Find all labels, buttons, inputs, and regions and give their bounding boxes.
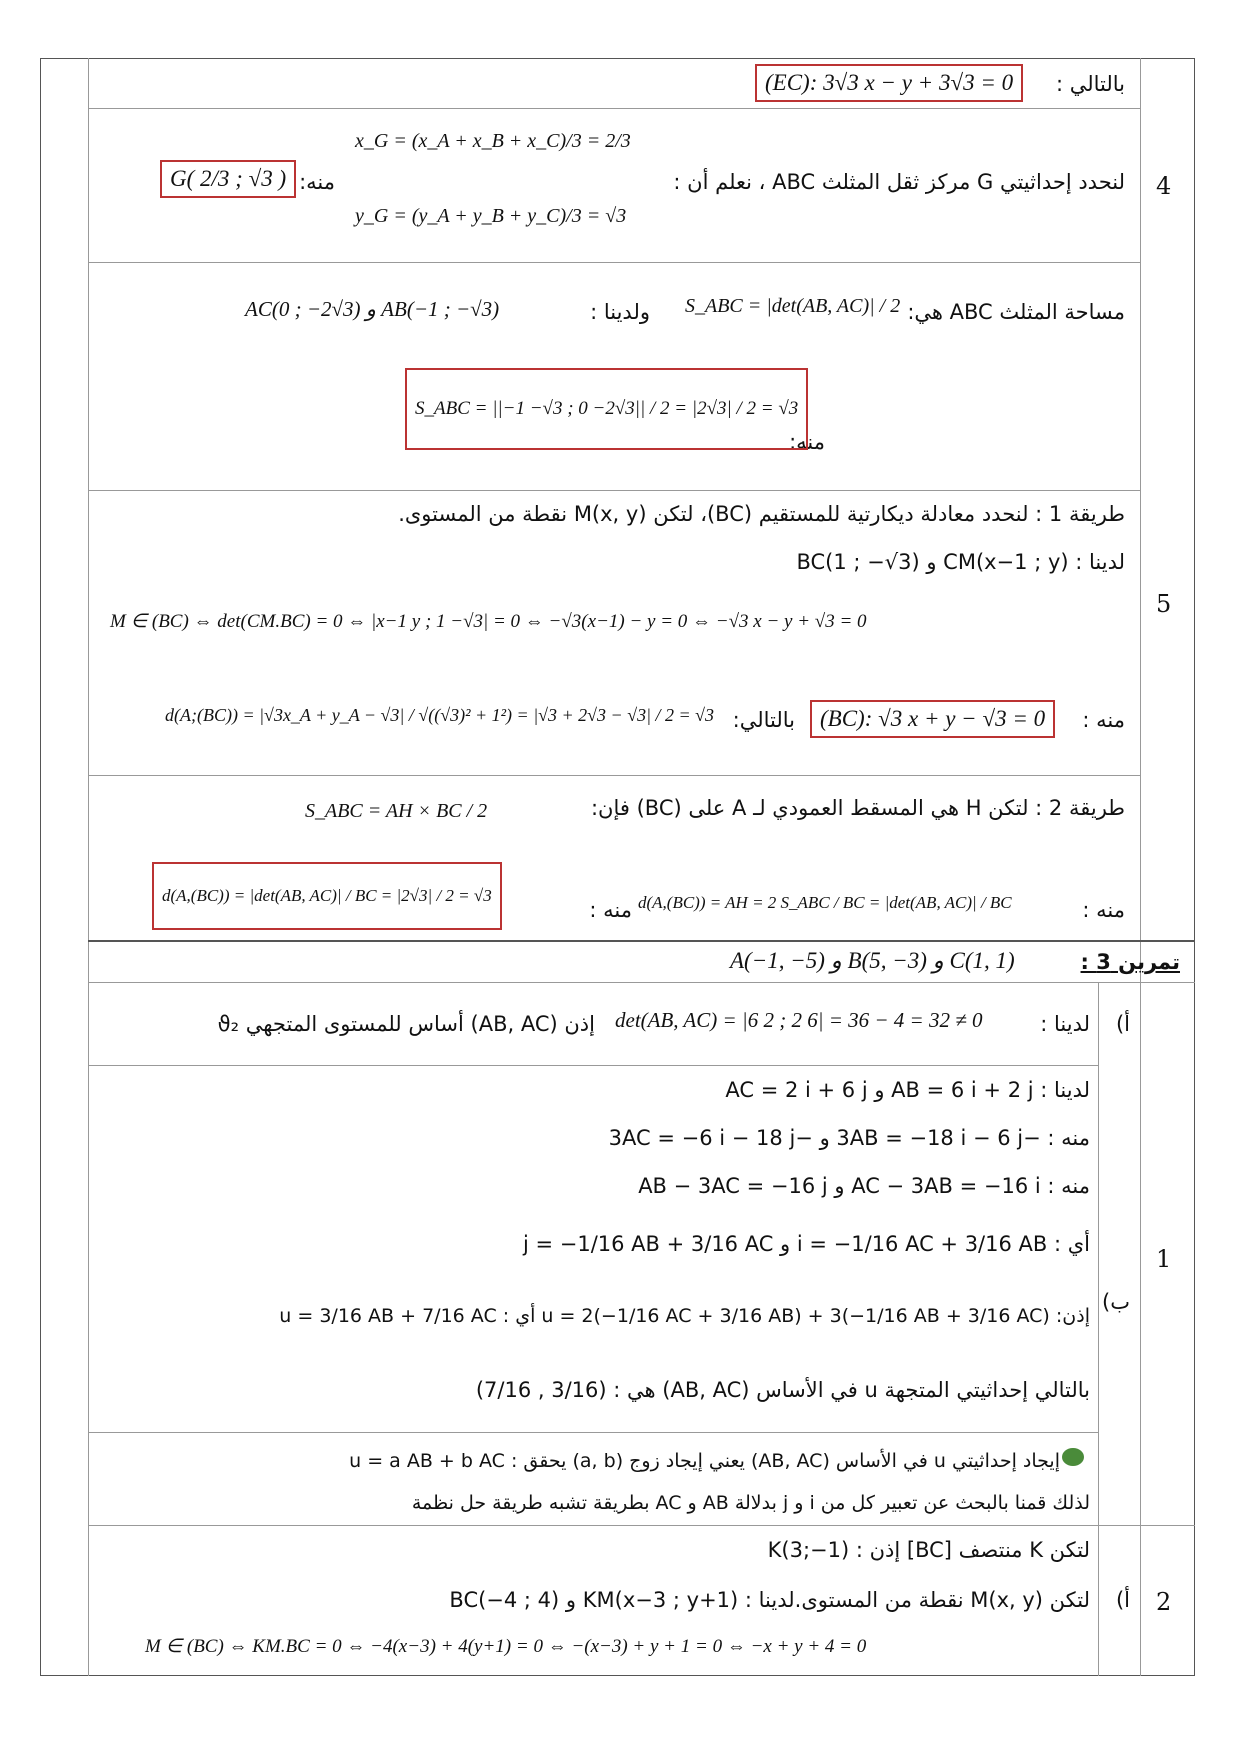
row-divider bbox=[88, 490, 1140, 491]
distance-formula: d(A;(BC)) = |√3x_A + y_A − √3| / √((√3)² + 1²) = |√3 + 2√3 − √3| / 2 = √3 bbox=[165, 705, 715, 725]
c-line-3: M ∈ (BC) ⇔ KM.BC = 0 ⇔ −4(x−3) + 4(y+1) = 0 ⇔ −(x−3) + y + 1 = 0 ⇔ −x + y + 4 = 0 bbox=[145, 1636, 867, 1657]
b-line-6: بالتالي إحداثيتي المتجهة u في الأساس (AB, AC) هي : (3/16 , 7/16) bbox=[475, 1378, 1090, 1402]
area-intro: مساحة المثلث ABC هي: bbox=[907, 300, 1125, 324]
note-line-1: إيجاد إحداثيتي u في الأساس (AB, AC) يعني إيجاد زوج (a, b) يحقق : u = a AB + b AC bbox=[349, 1450, 1060, 1472]
method2-title: طريقة 2 : لتكن H هي المسقط العمودي لـ A على (BC) فإن: bbox=[590, 796, 1125, 820]
sub-column-divider bbox=[1098, 982, 1099, 1676]
exercise-title: تمرين 3 : bbox=[1080, 950, 1180, 974]
centroid-x-formula: x_G = (x_A + x_B + x_C)/3 = 2/3 bbox=[355, 130, 631, 152]
method1-equivalence: M ∈ (BC) ⇔ det(CM.BC) = 0 ⇔ |x−1 y ; 1 −√3| = 0 ⇔ −√3(x−1) − y = 0 ⇔ −√3 x − y + √3 = 0 bbox=[110, 611, 867, 632]
line-equation-bc: (BC): √3 x + y − √3 = 0 bbox=[810, 700, 1055, 738]
b-line-3: منه : AC − 3AB = −16 i و AB − 3AC = −16 j bbox=[638, 1174, 1090, 1198]
hence-label: منه : bbox=[1082, 708, 1125, 732]
c-line-2: لتكن M(x, y) نقطة من المستوى.لدينا : KM(x−3 ; y+1) و BC(−4 ; 4) bbox=[449, 1588, 1090, 1612]
row-divider bbox=[88, 1525, 1195, 1526]
area-result: S_ABC = ||−1 −√3 ; 0 −2√3|| / 2 = |2√3| / 2 = √3 bbox=[405, 368, 808, 450]
distance-result: d(A,(BC)) = |det(AB, AC)| / BC = |2√3| / 2 = √3 bbox=[152, 862, 502, 930]
area-height-formula: S_ABC = AH × BC / 2 bbox=[305, 800, 488, 822]
question-number: 5 bbox=[1156, 590, 1172, 618]
part-label: أ) bbox=[1115, 1588, 1130, 1612]
basis-conclusion: إذن (AB, AC) أساس للمستوى المتجهي ϑ₂ bbox=[217, 1012, 595, 1036]
hence-label: منه: bbox=[299, 170, 335, 194]
exercise-divider bbox=[88, 940, 1195, 942]
centroid-intro: لنحدد إحداثيتي G مركز ثقل المثلث ABC ، نعلم أن : bbox=[673, 170, 1125, 194]
question-number: 4 bbox=[1156, 172, 1172, 200]
note-divider bbox=[88, 1432, 1098, 1433]
we-have-label: ولدينا : bbox=[590, 300, 650, 324]
we-have-label: لدينا : bbox=[1040, 1012, 1090, 1036]
row-divider bbox=[88, 982, 1195, 983]
comment-icon bbox=[1062, 1448, 1084, 1466]
b-line-4: أي : i = −1/16 AC + 3/16 AB و j = −1/16 AB + 3/16 AC bbox=[522, 1232, 1090, 1256]
hence-label: منه : bbox=[589, 898, 632, 922]
exercise-points: A(−1, −5) و B(5, −3) و C(1, 1) bbox=[730, 948, 1015, 973]
area-formula: S_ABC = |det(AB, AC)| / 2 bbox=[685, 295, 901, 317]
column-divider bbox=[88, 58, 89, 1676]
row-divider bbox=[88, 775, 1140, 776]
b-line-1: لدينا : AB = 6 i + 2 j و AC = 2 i + 6 j bbox=[725, 1078, 1090, 1102]
determinant-calc: det(AB, AC) = |6 2 ; 2 6| = 36 − 4 = 32 ≠ 0 bbox=[615, 1008, 983, 1032]
row-divider bbox=[88, 262, 1140, 263]
centroid-result: G( 2/3 ; √3 ) bbox=[160, 160, 296, 198]
column-divider bbox=[1140, 58, 1141, 1676]
b-line-2: منه : −3AB = −18 i − 6 j و −3AC = −6 i − 18 j bbox=[608, 1126, 1090, 1150]
c-line-1: لتكن K منتصف [BC] إذن : K(3;−1) bbox=[767, 1538, 1090, 1562]
question-number: 1 bbox=[1156, 1245, 1172, 1273]
part-label: ب) bbox=[1102, 1290, 1130, 1314]
part-label: أ) bbox=[1115, 1012, 1130, 1036]
centroid-y-formula: y_G = (y_A + y_B + y_C)/3 = √3 bbox=[355, 205, 627, 227]
therefore-label: بالتالي : bbox=[1055, 72, 1125, 96]
row-divider bbox=[88, 108, 1140, 109]
hence-label: منه: bbox=[789, 430, 825, 454]
b-line-5: إذن: u = 2(−1/16 AC + 3/16 AB) + 3(−1/16 AB + 3/16 AC) أي : u = 3/16 AB + 7/16 AC bbox=[279, 1305, 1090, 1327]
line-equation-ec: (EC): 3√3 x − y + 3√3 = 0 bbox=[755, 64, 1023, 102]
method2-distance: d(A,(BC)) = AH = 2 S_ABC / BC = |det(AB, AC)| / BC bbox=[638, 893, 1012, 912]
method1-vectors: لدينا : CM(x−1 ; y) و BC(1 ; −√3) bbox=[796, 550, 1125, 574]
vectors-ab-ac: AC(0 ; −2√3) و AB(−1 ; −√3) bbox=[245, 297, 500, 321]
hence-label: منه : bbox=[1082, 898, 1125, 922]
row-divider bbox=[88, 1065, 1098, 1066]
method1-title: طريقة 1 : لنحدد معادلة ديكارتية للمستقيم (BC)، لتكن M(x, y) نقطة من المستوى. bbox=[398, 502, 1125, 526]
question-number: 2 bbox=[1156, 1588, 1172, 1616]
therefore-label: بالتالي: bbox=[732, 708, 795, 732]
note-line-2: لذلك قمنا بالبحث عن تعبير كل من i و j بدلالة AB و AC بطريقة تشبه طريقة حل نظمة bbox=[411, 1492, 1090, 1514]
